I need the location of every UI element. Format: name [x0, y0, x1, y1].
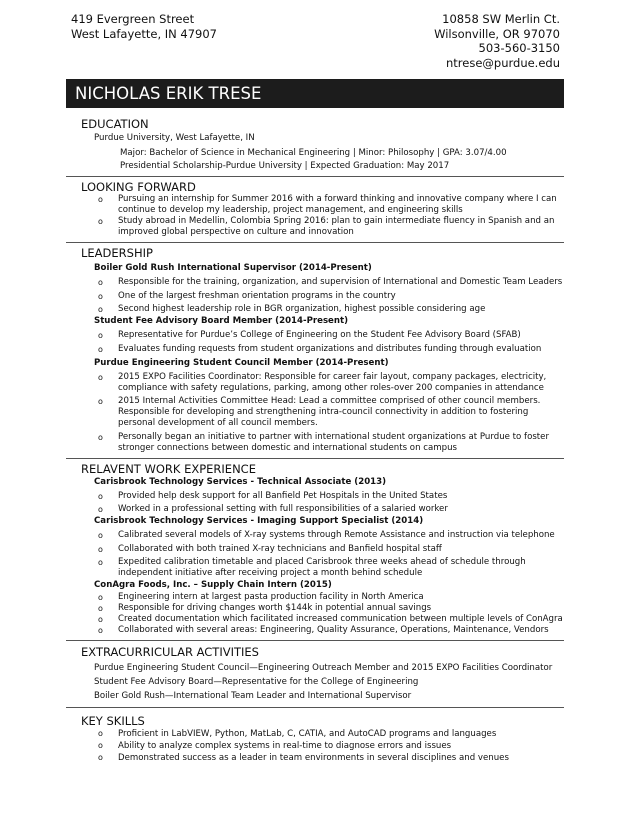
bullet-icon: o	[98, 728, 103, 738]
bullet-list	[66, 728, 564, 764]
item-line: Provided help desk support for all Banfield Pet Hospitals in the United States	[118, 490, 448, 501]
item-line: 2015 Internal Activities Committee Head: Lead a committee comprised of other council members.	[118, 396, 541, 406]
section-divider	[66, 707, 564, 708]
item-line: Proficient in LabVIEW, Python, MatLab, C, CATIA, and AutoCAD programs and languages	[118, 728, 497, 739]
bullet-list	[66, 194, 564, 238]
section-divider	[66, 176, 564, 177]
list-item	[66, 625, 564, 636]
item-line: personal development of all council members.	[118, 418, 318, 428]
item-line: stronger connections between domestic and international students on campus	[118, 442, 457, 453]
item-line: Calibrated several models of X-ray systems through Remote Assistance and instruction via telephone	[118, 530, 555, 540]
education-section	[66, 117, 564, 177]
list-item	[66, 432, 564, 454]
education-detail: Major: Bachelor of Science in Mechanical Engineering | Minor: Philosophy | GPA: 3.07/4.00	[120, 148, 507, 158]
bullet-icon: o	[98, 331, 103, 340]
bullet-list	[66, 592, 564, 636]
item-line: Collaborated with several areas: Engineering, Quality Assurance, Operations, Maintenance, Vendors	[118, 624, 549, 635]
list-item	[66, 752, 564, 764]
list-item	[66, 740, 564, 752]
school-name: Purdue University, West Lafayette, IN	[94, 133, 255, 143]
bullet-icon: o	[98, 432, 103, 442]
item-line: Expedited calibration timetable and placed Carisbrook three weeks ahead of schedule through	[118, 557, 526, 567]
list-item	[66, 557, 564, 579]
item-line: Responsible for the training, organization, and supervision of International and Domestic Team Leaders	[118, 277, 563, 287]
bullet-icon: o	[98, 614, 103, 624]
section-title: LOOKING FORWARD	[81, 180, 196, 194]
list-item	[66, 194, 564, 216]
bullet-icon: o	[98, 305, 103, 314]
bullet-icon: o	[98, 740, 103, 750]
list-item	[66, 277, 564, 288]
bullet-icon: o	[98, 344, 103, 354]
bullet-icon: o	[98, 592, 103, 602]
item-line: Worked in a professional setting with full responsibilities of a salaried worker	[118, 504, 448, 514]
list-item	[66, 728, 564, 740]
address-line: West Lafayette, IN 47907	[71, 26, 217, 41]
list-item	[66, 304, 564, 315]
bullet-icon: o	[98, 372, 103, 382]
bullet-icon: o	[98, 544, 103, 554]
bullet-list	[66, 372, 564, 454]
list-item	[66, 504, 564, 515]
address-line: Wilsonville, OR 97070	[434, 26, 560, 41]
item-line: Engineering intern at largest pasta production facility in North America	[118, 591, 424, 602]
extracurricular-section	[66, 645, 564, 708]
item-line: independent initiative after receiving project a month behind schedule	[118, 568, 423, 578]
address-line: 10858 SW Merlin Ct.	[442, 12, 560, 26]
section-divider	[66, 458, 564, 459]
job-title: Carisbrook Technology Services - Technical Associate (2013)	[94, 476, 387, 487]
bullet-icon: o	[98, 291, 103, 301]
bullet-list	[66, 330, 564, 355]
section-title: EDUCATION	[81, 117, 149, 131]
item-line: Created documentation which facilitated increased communication between multiple levels of ConAgra	[118, 613, 563, 624]
role-title: Boiler Gold Rush International Supervisor (2014-Present)	[94, 263, 372, 273]
item-line: Pursuing an internship for Summer 2016 with a forward thinking and innovative company where I can	[118, 194, 557, 204]
list-item	[66, 216, 564, 238]
job-title: ConAgra Foods, Inc. – Supply Chain Intern (2015)	[94, 580, 332, 590]
item-line: Responsible for driving changes worth $144k in potential annual savings	[118, 602, 432, 613]
item-line: Responsible for developing and strengthening intra-council connectivity in addition to fostering	[118, 407, 529, 417]
bullet-icon: o	[98, 397, 103, 406]
item-line: Study abroad in Medellin, Colombia Spring 2016: plan to gain intermediate fluency in Spanish and an	[118, 216, 555, 226]
section-title: RELAVENT WORK EXPERIENCE	[81, 461, 256, 476]
list-item	[66, 491, 564, 502]
key-skills-section	[66, 714, 564, 764]
item-line: Personally began an initiative to partner with international student organizations at Purdue to foster	[118, 431, 549, 442]
list-item	[66, 330, 564, 341]
list-item	[66, 544, 564, 555]
bullet-icon: o	[98, 531, 103, 540]
section-title: KEY SKILLS	[81, 713, 145, 728]
bullet-list	[66, 491, 564, 516]
list-item	[66, 530, 564, 541]
job-title: Carisbrook Technology Services - Imaging Support Specialist (2014)	[94, 516, 424, 526]
list-item	[66, 396, 564, 429]
activity-item: Student Fee Advisory Board—Representative for the College of Engineering	[94, 676, 419, 687]
item-line: continue to develop my leadership, project management, and engineering skills	[118, 205, 463, 215]
home-address	[71, 12, 217, 41]
list-item	[66, 603, 564, 614]
bullet-icon: o	[98, 752, 103, 762]
list-item	[66, 614, 564, 625]
item-line: compliance with safety regulations, parking, among other roles-over 200 companies in attendance	[118, 382, 544, 393]
item-line: Ability to analyze complex systems in real-time to diagnose errors and issues	[118, 740, 452, 751]
item-line: Collaborated with both trained X-ray technicians and Banfield hospital staff	[118, 543, 442, 554]
role-title: Purdue Engineering Student Council Member (2014-Present)	[94, 357, 389, 368]
bullet-icon: o	[98, 558, 103, 567]
item-line: One of the largest freshman orientation programs in the country	[118, 290, 396, 301]
role-title: Student Fee Advisory Board Member (2014-Present)	[94, 316, 349, 326]
bullet-icon: o	[98, 625, 103, 635]
bullet-icon: o	[98, 195, 103, 204]
bullet-icon: o	[98, 505, 103, 514]
bullet-icon: o	[98, 491, 103, 501]
name-banner: NICHOLAS ERIK TRESE	[66, 79, 564, 108]
bullet-icon: o	[98, 603, 103, 613]
list-item	[66, 592, 564, 603]
item-line: improved global perspective on culture and innovation	[118, 227, 354, 237]
activity-item: Purdue Engineering Student Council—Engineering Outreach Member and 2015 EXPO Facilities Coordinator	[94, 662, 553, 673]
resume-body	[66, 114, 564, 764]
list-item	[66, 344, 564, 355]
section-divider	[66, 242, 564, 243]
bullet-list	[66, 277, 564, 315]
section-title: EXTRACURRICULAR ACTIVITIES	[81, 644, 259, 659]
bullet-list	[66, 530, 564, 579]
work-experience-section	[66, 462, 564, 641]
item-line: 2015 EXPO Facilities Coordinator: Responsible for career fair layout, company packages, electricity,	[118, 371, 547, 382]
activity-item: Boiler Gold Rush—International Team Leader and International Supervisor	[94, 690, 412, 701]
phone-number: 503-560-3150	[478, 41, 560, 55]
contact-info	[434, 12, 560, 70]
section-divider	[66, 640, 564, 641]
looking-forward-section	[66, 180, 564, 243]
list-item	[66, 372, 564, 394]
education-detail: Presidential Scholarship-Purdue University | Expected Graduation: May 2017	[120, 161, 450, 171]
bullet-icon: o	[98, 278, 103, 287]
email-address: ntrese@purdue.edu	[445, 55, 560, 70]
item-line: Demonstrated success as a leader in team environments in several disciplines and venues	[118, 752, 509, 763]
item-line: Second highest leadership role in BGR organization, highest possible considering age	[118, 304, 486, 314]
bullet-icon: o	[98, 217, 103, 226]
leadership-section	[66, 246, 564, 459]
list-item	[66, 291, 564, 302]
item-line: Representative for Purdue’s College of Engineering on the Student Fee Advisory Board (SFAB)	[118, 330, 521, 340]
section-title: LEADERSHIP	[81, 246, 153, 260]
item-line: Evaluates funding requests from student organizations and distributes funding through evaluation	[118, 343, 542, 354]
address-line: 419 Evergreen Street	[71, 12, 195, 26]
